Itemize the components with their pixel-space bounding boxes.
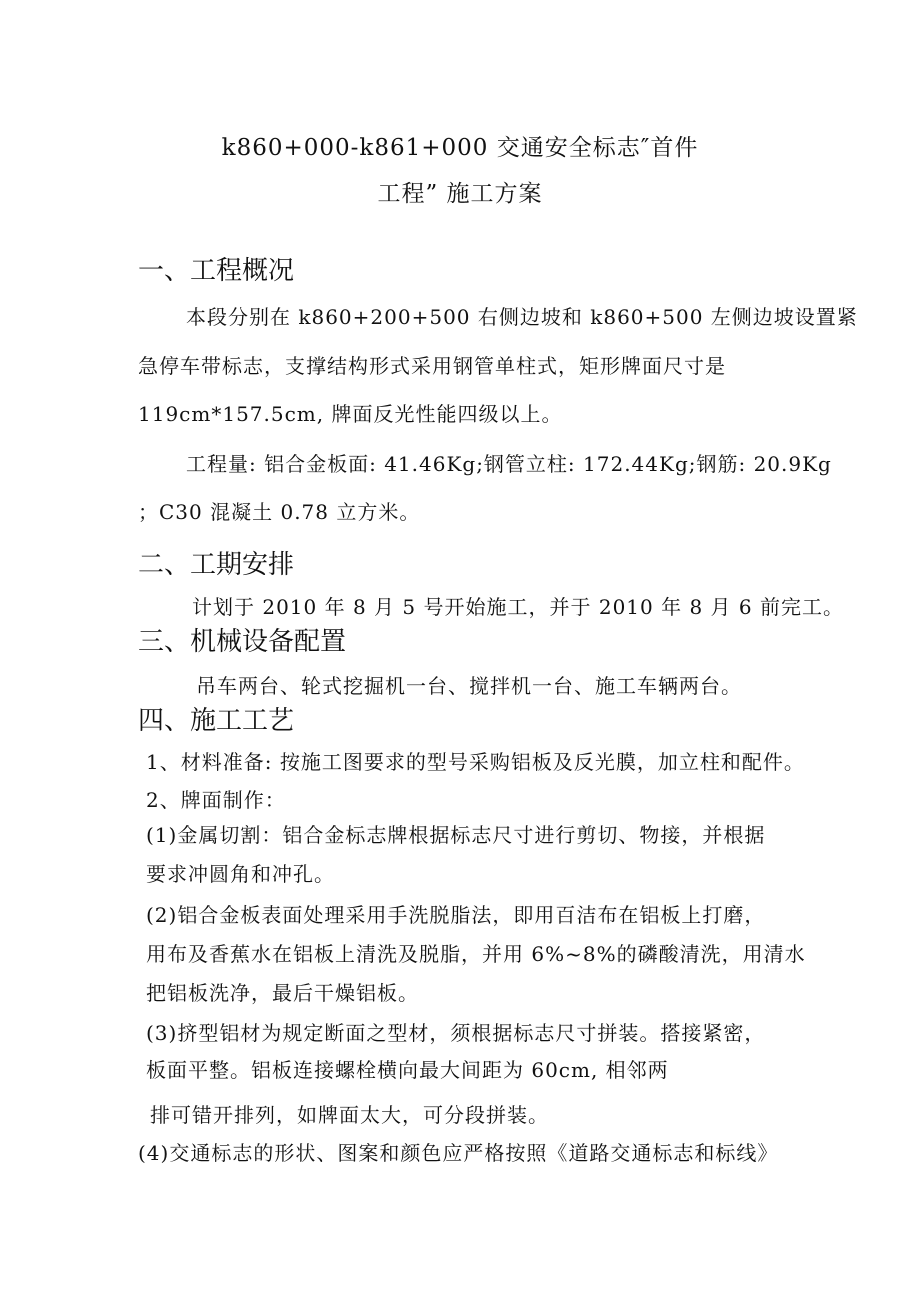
process-item-extrusion-line-3: 排可错开排列，如牌面太大，可分段拼装。 bbox=[150, 1103, 549, 1127]
process-item-material: 1、材料准备: 按施工图要求的型号采购铝板及反光膜，加立柱和配件。 bbox=[146, 750, 805, 774]
process-item-extrusion-line-2: 板面平整。铝板连接螺栓横向最大间距为 60cm, 相邻两 bbox=[146, 1058, 669, 1082]
section-heading-schedule: 二、工期安排 bbox=[138, 550, 295, 580]
section-heading-process: 四、施工工艺 bbox=[138, 706, 295, 736]
process-item-cutting-line-1: (1)金属切割：铝合金标志牌根据标志尺寸进行剪切、物接，并根据 bbox=[146, 823, 766, 847]
overview-paragraph-line-2: 急停车带标志，支撑结构形式采用钢管单柱式，矩形牌面尺寸是 bbox=[138, 354, 726, 378]
process-item-surface-line-2: 用布及香蕉水在铝板上清洗及脱脂，并用 6%~8%的磷酸清洗，用清水 bbox=[146, 942, 806, 966]
equipment-paragraph: 吊车两台、轮式挖掘机一台、搅拌机一台、施工车辆两台。 bbox=[196, 674, 742, 698]
overview-paragraph-line-3: 119cm*157.5cm, 牌面反光性能四级以上。 bbox=[138, 402, 563, 426]
process-item-cutting-line-2: 要求冲圆角和冲孔。 bbox=[146, 862, 335, 886]
process-item-extrusion-line-1: (3)挤型铝材为规定断面之型材，须根据标志尺寸拼装。搭接紧密， bbox=[146, 1021, 766, 1045]
section-heading-overview: 一、工程概况 bbox=[138, 256, 295, 286]
process-item-surface-line-3: 把铝板洗净，最后干燥铝板。 bbox=[146, 981, 419, 1005]
quantities-line-2: ；C30 混凝土 0.78 立方米。 bbox=[138, 500, 421, 524]
schedule-paragraph: 计划于 2010 年 8 月 5 号开始施工，并于 2010 年 8 月 6 前完工。 bbox=[192, 595, 844, 619]
document-title-line-2: 工程” 施工方案 bbox=[377, 181, 543, 207]
section-heading-equipment: 三、机械设备配置 bbox=[138, 627, 347, 657]
quantities-line-1: 工程量: 铝合金板面: 41.46Kg;钢管立柱: 172.44Kg;钢筋: 20.9Kg bbox=[186, 452, 832, 476]
process-item-sign-standard-line-1: (4)交通标志的形状、图案和颜色应严格按照《道路交通标志和标线》 bbox=[138, 1141, 779, 1165]
overview-paragraph-line-1: 本段分别在 k860+200+500 右侧边坡和 k860+500 左侧边坡设置紧 bbox=[186, 305, 858, 329]
document-title-line-1: k860+000-k861+000 交通安全标志″首件 bbox=[221, 135, 699, 161]
process-item-panel: 2、牌面制作： bbox=[146, 788, 286, 812]
process-item-surface-line-1: (2)铝合金板表面处理采用手洗脱脂法，即用百洁布在铝板上打磨， bbox=[146, 903, 766, 927]
